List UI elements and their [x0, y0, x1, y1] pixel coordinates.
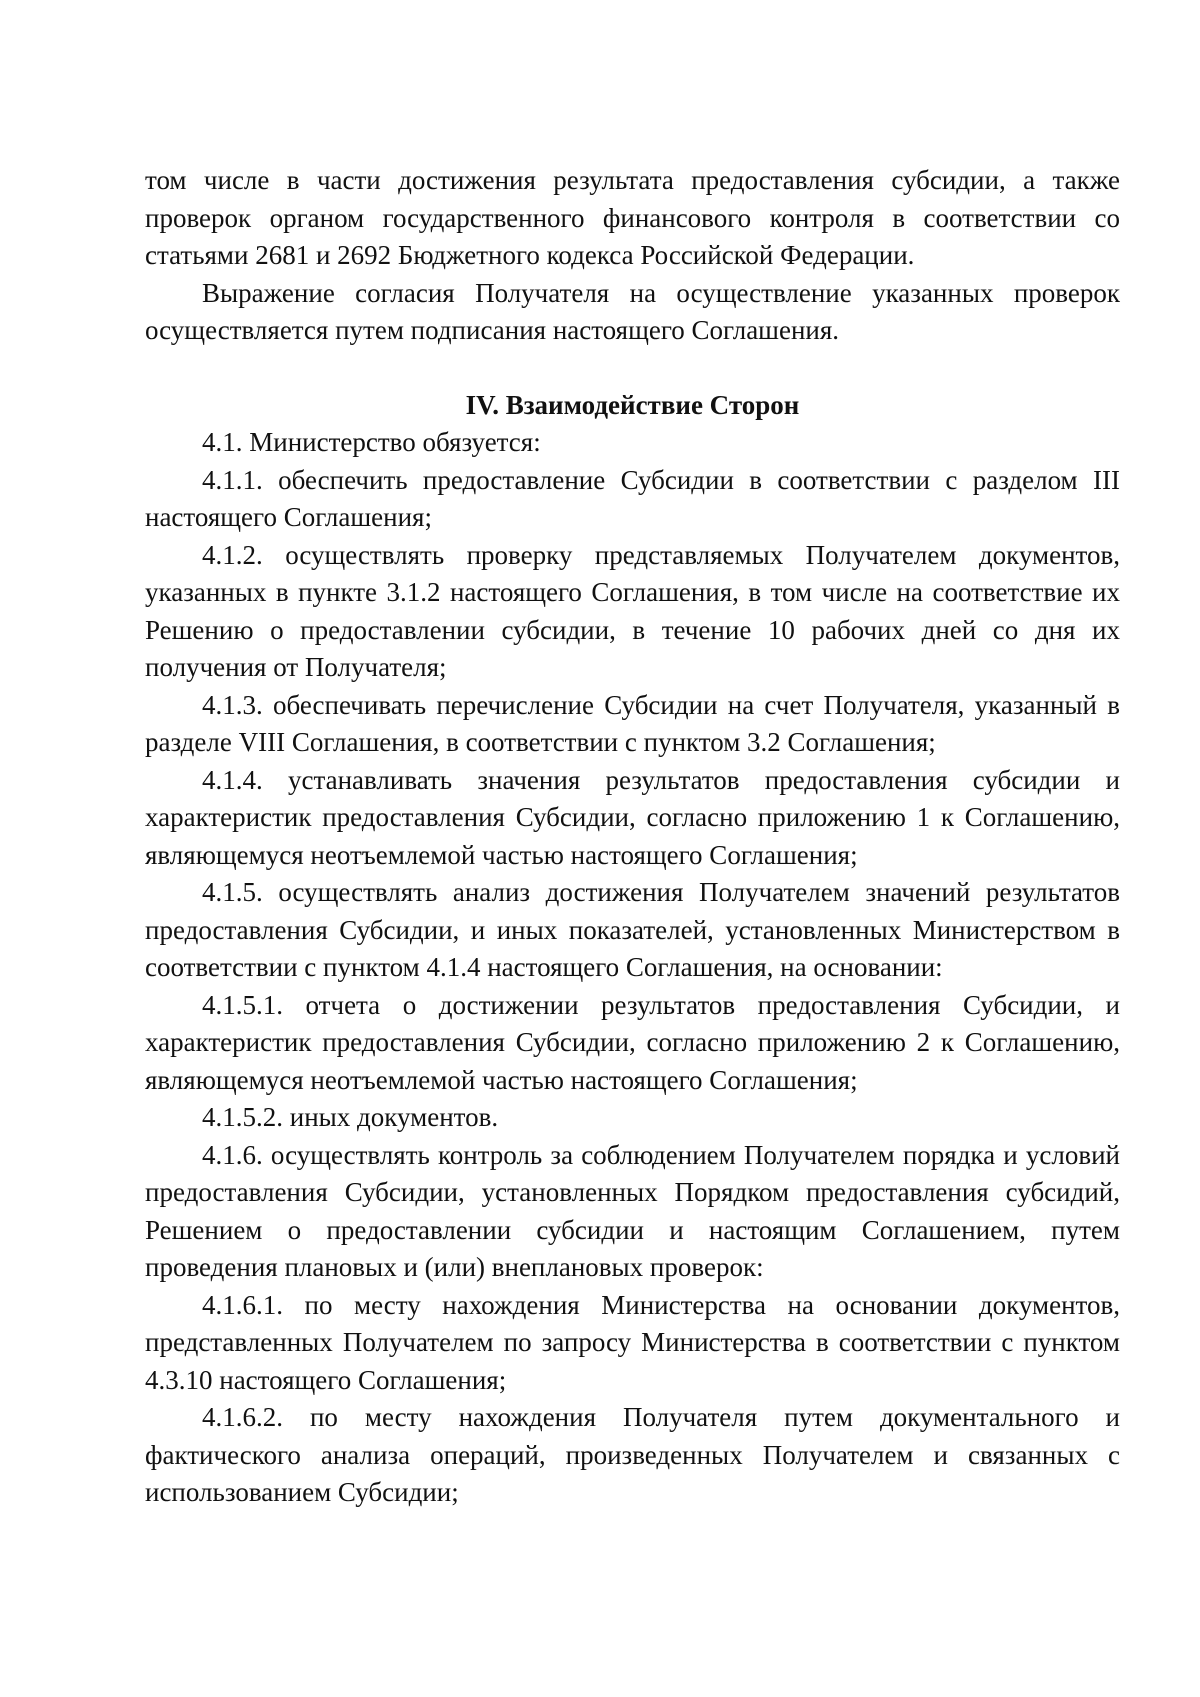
clause-4-1-3: 4.1.3. обеспечивать перечисление Субсидии на счет Получателя, указанный в разделе VIII Соглашения, в соответствии с пунктом 3.2 Соглашения;	[145, 689, 1120, 757]
clause-4-1: 4.1. Министерство обязуется:	[202, 427, 541, 457]
clause-4-1-4: 4.1.4. устанавливать значения результатов предоставления субсидии и характеристик предоставления Субсидии, согласно приложению 1 к Соглашению, являющемуся неотъемлемой частью настоящего Соглашения;	[145, 764, 1120, 870]
clause-4-1-5-2: 4.1.5.2. иных документов.	[202, 1102, 499, 1132]
clause-4-1-5: 4.1.5. осуществлять анализ достижения Получателем значений результатов предоставления Субсидии, и иных показателей, установленных Министерством в соответствии с пунктом 4.1.4 настоящего Соглашения, на основании:	[145, 877, 1120, 982]
section-spacer	[145, 350, 1120, 387]
clause-4-1-2: 4.1.2. осуществлять проверку представляемых Получателем документов, указанных в пункте 3.1.2 настоящего Соглашения, в том числе на соответствие их Решению о предоставлении субсидии, в течение 10 рабочих дней со дня их получения от Получателя;	[145, 539, 1120, 682]
paragraph-consent: Выражение согласия Получателя на осуществление указанных проверок осуществляется путем подписания настоящего Соглашения.	[145, 277, 1120, 345]
document-page	[145, 162, 1120, 1512]
clause-4-1-5-1: 4.1.5.1. отчета о достижении результатов предоставления Субсидии, и характеристик предоставления Субсидии, согласно приложению 2 к Соглашению, являющемуся неотъемлемой частью настоящего Соглашения;	[145, 989, 1120, 1095]
clause-4-1-6: 4.1.6. осуществлять контроль за соблюдением Получателем порядка и условий предоставления Субсидии, установленных Порядком предоставления субсидий, Решением о предоставлении субсидии и настоящим Соглашением, путем проведения плановых и (или) внеплановых проверок:	[145, 1139, 1120, 1282]
clause-4-1-1: 4.1.1. обеспечить предоставление Субсидии в соответствии с разделом III настоящего Соглашения;	[145, 464, 1120, 532]
section-heading: IV. Взаимодействие Сторон	[465, 389, 800, 420]
clause-4-1-6-1: 4.1.6.1. по месту нахождения Министерства на основании документов, представленных Получателем по запросу Министерства в соответствии с пунктом 4.3.10 настоящего Соглашения;	[145, 1289, 1120, 1395]
paragraph-continuation: том числе в части достижения результата предоставления субсидии, а также проверок органом государственного финансового контроля в соответствии со статьями 2681 и 2692 Бюджетного кодекса Российской Федерации.	[145, 165, 1120, 270]
clause-4-1-6-2: 4.1.6.2. по месту нахождения Получателя путем документального и фактического анализа операций, произведенных Получателем и связанных с использованием Субсидии;	[145, 1402, 1120, 1507]
